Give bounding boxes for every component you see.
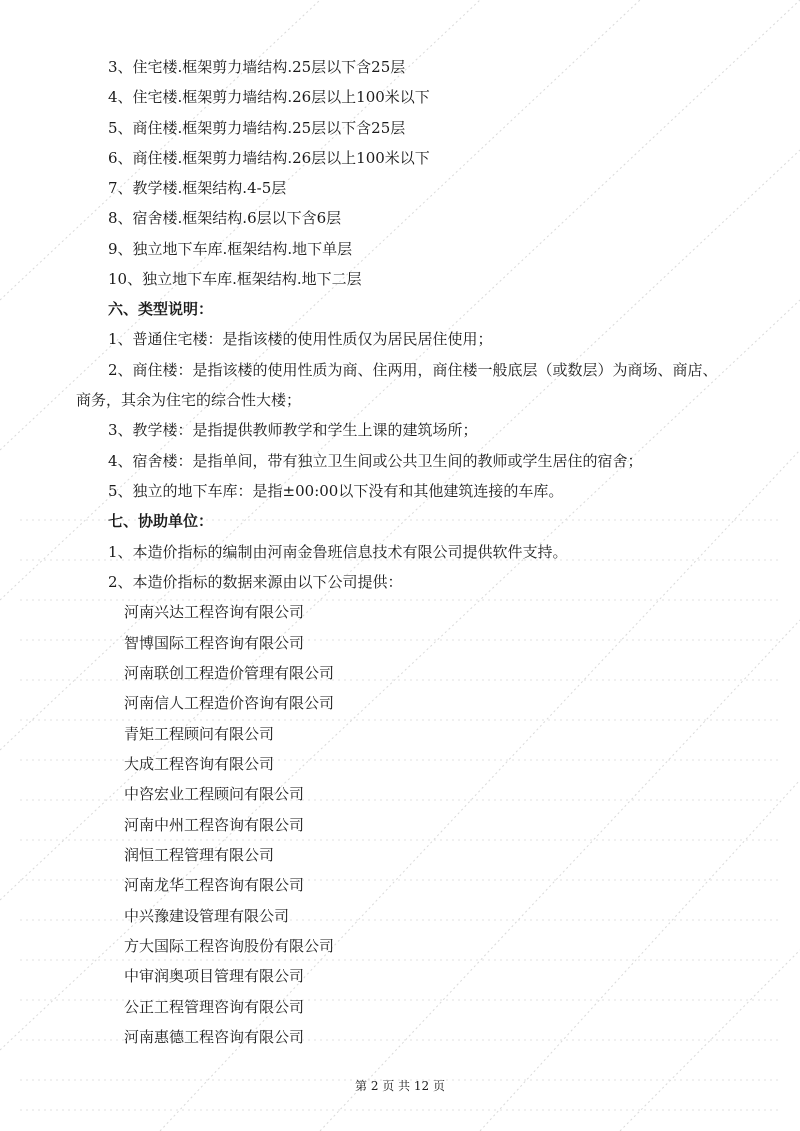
- company-name: 河南信人工程造价咨询有限公司: [124, 694, 335, 712]
- structure-item: 10、独立地下车库.框架结构.地下二层: [108, 270, 362, 288]
- company-name: 河南惠德工程咨询有限公司: [124, 1028, 305, 1046]
- company-name: 河南龙华工程咨询有限公司: [124, 876, 305, 894]
- type-description-item: 4、宿舍楼：是指单间，带有独立卫生间或公共卫生间的教师或学生居住的宿舍；: [108, 452, 643, 470]
- company-name: 青矩工程顾问有限公司: [124, 725, 275, 743]
- type-description-item: 1、普通住宅楼：是指该楼的使用性质仅为居民居住使用；: [108, 330, 493, 348]
- page-number-footer: 第 2 页 共 12 页: [355, 1079, 445, 1093]
- structure-item: 9、独立地下车库.框架结构.地下单层: [108, 240, 353, 258]
- structure-item: 8、宿舍楼.框架结构.6层以下含6层: [108, 209, 342, 227]
- assisting-unit-item: 2、本造价指标的数据来源由以下公司提供：: [108, 573, 403, 591]
- type-description-item: 2、商住楼：是指该楼的使用性质为商、住两用，商住楼一般底层（或数层）为商场、商店、: [108, 361, 718, 379]
- company-name: 大成工程咨询有限公司: [124, 755, 275, 773]
- structure-item: 7、教学楼.框架结构.4-5层: [108, 179, 287, 197]
- structure-item: 6、商住楼.框架剪力墙结构.26层以上100米以下: [108, 149, 430, 167]
- structure-item: 3、住宅楼.框架剪力墙结构.25层以下含25层: [108, 58, 406, 76]
- company-name: 河南中州工程咨询有限公司: [124, 816, 305, 834]
- company-name: 中咨宏业工程顾问有限公司: [124, 785, 305, 803]
- company-name: 河南兴达工程咨询有限公司: [124, 603, 305, 621]
- type-description-item: 3、教学楼：是指提供教师教学和学生上课的建筑场所；: [108, 421, 478, 439]
- company-name: 润恒工程管理有限公司: [124, 846, 275, 864]
- section-heading-type-description: 六、类型说明：: [108, 300, 214, 318]
- company-name: 中兴豫建设管理有限公司: [124, 907, 290, 925]
- structure-item: 4、住宅楼.框架剪力墙结构.26层以上100米以下: [108, 88, 430, 106]
- company-name: 公正工程管理咨询有限公司: [124, 998, 305, 1016]
- company-name: 中审润奥项目管理有限公司: [124, 967, 305, 985]
- structure-item: 5、商住楼.框架剪力墙结构.25层以下含25层: [108, 119, 406, 137]
- company-name: 智博国际工程咨询有限公司: [124, 634, 305, 652]
- section-heading-assisting-units: 七、协助单位：: [108, 512, 214, 530]
- company-name: 方大国际工程咨询股份有限公司: [124, 937, 335, 955]
- company-name: 河南联创工程造价管理有限公司: [124, 664, 335, 682]
- type-description-item: 5、独立的地下车库：是指±00:00以下没有和其他建筑连接的车库。: [108, 482, 564, 500]
- type-description-item-continued: 商务，其余为住宅的综合性大楼；: [76, 391, 302, 409]
- assisting-unit-item: 1、本造价指标的编制由河南金鲁班信息技术有限公司提供软件支持。: [108, 543, 568, 561]
